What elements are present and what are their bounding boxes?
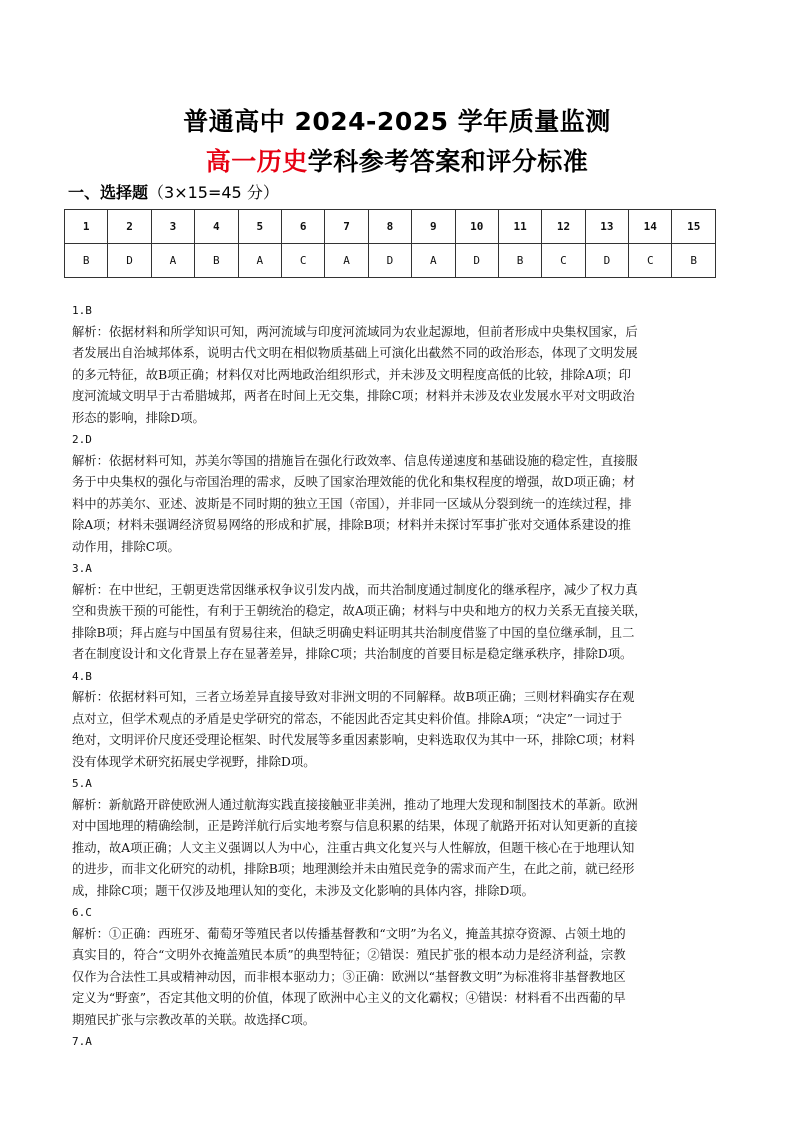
question-number-cell: 6 xyxy=(281,210,324,244)
explanation-line: 解析：新航路开辟使欧洲人通过航海实践直接接触亚非美洲，推动了地理大发现和制图技术的革新。欧洲 xyxy=(72,797,638,812)
explanation-label: 1.B xyxy=(72,304,92,317)
question-number-row xyxy=(65,210,716,244)
explanation-line: 的进步，而非文化研究的动机，排除B项；地理测绘并未由殖民竞争的需求而产生，在此之前，就已经形 xyxy=(72,862,635,876)
explanation-line: 推动，故A项正确；人文主义强调以人为中心，注重古典文化复兴与人性解放，但题干核心在于地理认知 xyxy=(72,840,635,855)
explanation-line: 解析：依据材料可知，三者立场差异直接导致对非洲文明的不同解释。故B项正确；三则材料确实存在观 xyxy=(72,690,635,704)
section-heading xyxy=(68,180,279,203)
answer-cell: A xyxy=(238,244,281,278)
question-number-cell: 1 xyxy=(65,210,108,244)
answer-cell: A xyxy=(412,244,455,278)
answer-cell: B xyxy=(498,244,541,278)
explanation-line: 的多元特征，故B项正确；材料仅对比两地政治组织形式，并未涉及文明程度高低的比较，排除A项；印 xyxy=(72,367,631,382)
answer-cell: A xyxy=(151,244,194,278)
explanation-line: 点对立，但学术观点的矛盾是史学研究的常态，不能因此否定其史料价值。排除A项；“决定”一词过于 xyxy=(72,711,623,726)
explanation-line: 解析：依据材料和所学知识可知，两河流域与印度河流域同为农业起源地，但前者形成中央集权国家，后 xyxy=(72,324,638,339)
explanation-line: 料中的苏美尔、亚述、波斯是不同时期的独立王国（帝国），并非同一区域从分裂到统一的连续过程，排 xyxy=(72,496,632,511)
explanation-line: 成，排除C项；题干仅涉及地理认知的变化，未涉及文化影响的具体内容，排除D项。 xyxy=(72,883,534,898)
subject-highlight: 高一历史 xyxy=(205,147,308,176)
answer-cell: A xyxy=(325,244,368,278)
explanation-label: 3.A xyxy=(72,562,92,575)
answer-cell: D xyxy=(108,244,151,278)
explanation-line: 者发展出自治城邦体系，说明古代文明在相似物质基础上可演化出截然不同的政治形态，体现了文明发展 xyxy=(72,346,638,360)
answer-cell: B xyxy=(65,244,108,278)
explanation-line: 解析：①正确：西班牙、葡萄牙等殖民者以传播基督教和“文明”为名义，掩盖其掠夺资源、占领土地的 xyxy=(72,926,626,941)
answer-row xyxy=(65,244,716,278)
explanation-line: 期殖民扩张与宗教改革的关联。故选择C项。 xyxy=(72,1012,316,1027)
answer-table xyxy=(64,209,716,278)
explanation-label: 4.B xyxy=(72,669,92,683)
explanation-line: 解析：在中世纪，王朝更迭常因继承权争议引发内战，而共治制度通过制度化的继承程序，减少了权力真 xyxy=(72,582,638,597)
explanations xyxy=(72,300,730,1053)
section-score: （3×15=45 分） xyxy=(148,183,279,202)
explanation-line: 空和贵族干预的可能性，有利于王朝统治的稳定，故A项正确；材料与中央和地方的权力关系无直接关联， xyxy=(72,604,647,618)
explanation-line: 解析：依据材料可知，苏美尔等国的措施旨在强化行政效率、信息传递速度和基础设施的稳定性，直接服 xyxy=(72,453,638,468)
explanation-line: 真实目的，符合“文明外衣掩盖殖民本质”的典型特征；②错误：殖民扩张的根本动力是经济利益，宗教 xyxy=(72,948,626,962)
question-number-cell: 10 xyxy=(455,210,498,244)
question-number-cell: 8 xyxy=(368,210,411,244)
explanation-line: 绝对，文明评价尺度还受理论框架、时代发展等多重因素影响，史料选取仅为其中一环，排除C项；材料 xyxy=(72,733,635,747)
answer-cell: C xyxy=(281,244,324,278)
answer-cell: B xyxy=(195,244,238,278)
explanation-line: 形态的影响，排除D项。 xyxy=(72,410,205,425)
answer-cell: C xyxy=(542,244,585,278)
subtitle-rest: 学科参考答案和评分标准 xyxy=(307,147,589,176)
explanation-line: 没有体现学术研究拓展史学视野，排除D项。 xyxy=(72,754,316,769)
answer-cell: D xyxy=(455,244,498,278)
question-number-cell: 4 xyxy=(195,210,238,244)
explanation-label: 2.D xyxy=(72,433,92,446)
explanation-label: 6.C xyxy=(72,906,92,919)
explanation-line: 除A项；材料未强调经济贸易网络的形成和扩展，排除B项；材料并未探讨军事扩张对交通体系建设的推 xyxy=(72,518,631,532)
explanation-line: 务于中央集权的强化与帝国治理的需求，反映了国家治理效能的优化和集权程度的增强，故D项正确；材 xyxy=(72,475,636,489)
question-number-cell: 5 xyxy=(238,210,281,244)
question-number-cell: 9 xyxy=(412,210,455,244)
explanation-line: 者在制度设计和文化背景上存在显著差异，排除C项；共治制度的首要目标是稳定继承秩序，排除D项。 xyxy=(72,647,633,661)
answer-cell: B xyxy=(672,244,716,278)
explanation-line: 排除B项；拜占庭与中国虽有贸易往来，但缺乏明确史料证明其共治制度借鉴了中国的皇位继承制，且二 xyxy=(72,625,635,640)
explanation-line: 度河流域文明早于古希腊城邦，两者在时间上无交集，排除C项；材料并未涉及农业发展水平对文明政治 xyxy=(72,389,635,403)
page-subtitle xyxy=(0,142,794,178)
answer-cell: C xyxy=(629,244,672,278)
explanation-label: 7.A xyxy=(72,1035,92,1048)
explanation-line: 仅作为合法性工具或精神动因，而非根本驱动力；③正确：欧洲以“基督教文明”为标准将非基督教地区 xyxy=(72,969,626,984)
question-number-cell: 13 xyxy=(585,210,628,244)
question-number-cell: 14 xyxy=(629,210,672,244)
explanation-line: 动作用，排除C项。 xyxy=(72,539,180,554)
section-title: 一、选择题 xyxy=(68,183,149,202)
answer-cell: D xyxy=(585,244,628,278)
page-title: 普通高中 2024-2025 学年质量监测 xyxy=(183,107,611,136)
explanation-line: 对中国地理的精确绘制，正是跨洋航行后实地考察与信息积累的结果，体现了航路开拓对认知更新的直接 xyxy=(72,819,638,833)
question-number-cell: 11 xyxy=(498,210,541,244)
question-number-cell: 7 xyxy=(325,210,368,244)
question-number-cell: 3 xyxy=(151,210,194,244)
question-number-cell: 12 xyxy=(542,210,585,244)
explanation-line: 定义为“野蛮”，否定其他文明的价值，体现了欧洲中心主义的文化霸权；④错误：材料看不出西葡的早 xyxy=(72,991,626,1005)
question-number-cell: 15 xyxy=(672,210,716,244)
answer-cell: D xyxy=(368,244,411,278)
explanation-label: 5.A xyxy=(72,777,92,790)
question-number-cell: 2 xyxy=(108,210,151,244)
